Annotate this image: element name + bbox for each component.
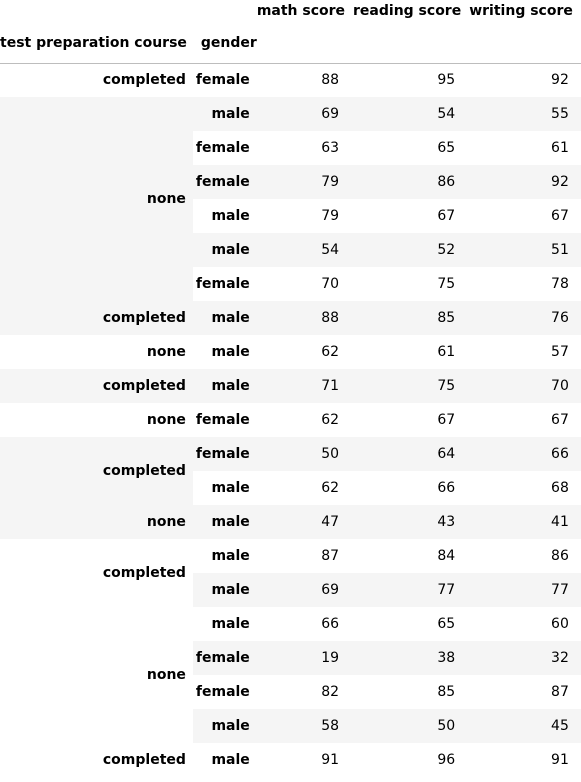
index-name-row <box>0 24 581 63</box>
math-score-cell: 79 <box>257 165 353 199</box>
math-score-cell: 82 <box>257 675 353 709</box>
math-score-cell: 50 <box>257 437 353 471</box>
writing-score-cell: 76 <box>469 301 581 335</box>
index-gender-cell: male <box>193 573 257 607</box>
reading-score-cell: 84 <box>353 539 469 573</box>
index-gender-cell: female <box>193 165 257 199</box>
reading-score-cell: 54 <box>353 97 469 131</box>
writing-score-cell: 61 <box>469 131 581 165</box>
writing-score-cell: 78 <box>469 267 581 301</box>
index-gender-cell: male <box>193 335 257 369</box>
writing-score-cell: 60 <box>469 607 581 641</box>
writing-score-cell: 45 <box>469 709 581 743</box>
table-row <box>0 97 581 131</box>
index-course-cell: none <box>0 607 193 743</box>
table-row <box>0 437 581 471</box>
table-row <box>0 301 581 335</box>
blank-header-cell <box>469 24 581 63</box>
reading-score-cell: 61 <box>353 335 469 369</box>
index-gender-cell: female <box>193 675 257 709</box>
index-gender-cell: female <box>193 131 257 165</box>
reading-score-cell: 85 <box>353 301 469 335</box>
table-row <box>0 539 581 573</box>
index-name-gender: gender <box>200 35 257 52</box>
reading-score-cell: 66 <box>353 471 469 505</box>
writing-score-cell: 77 <box>469 573 581 607</box>
math-score-cell: 79 <box>257 199 353 233</box>
table-row <box>0 63 581 97</box>
blank-header-cell <box>353 24 469 63</box>
reading-score-cell: 65 <box>353 131 469 165</box>
writing-score-cell: 87 <box>469 675 581 709</box>
writing-score-cell: 57 <box>469 335 581 369</box>
table-row <box>0 607 581 641</box>
math-score-cell: 69 <box>257 573 353 607</box>
writing-score-cell: 70 <box>469 369 581 403</box>
reading-score-cell: 38 <box>353 641 469 675</box>
table-header <box>0 0 581 63</box>
reading-score-cell: 86 <box>353 165 469 199</box>
writing-score-cell: 92 <box>469 63 581 97</box>
reading-score-cell: 85 <box>353 675 469 709</box>
index-gender-cell: female <box>193 267 257 301</box>
table-row <box>0 335 581 369</box>
blank-header-cell <box>257 24 353 63</box>
blank-header-cell <box>193 0 257 24</box>
column-header-math: math score <box>256 3 346 19</box>
writing-score-cell: 66 <box>469 437 581 471</box>
table-row <box>0 369 581 403</box>
math-score-cell: 66 <box>257 607 353 641</box>
reading-score-cell: 77 <box>353 573 469 607</box>
math-score-cell: 87 <box>257 539 353 573</box>
table-row <box>0 505 581 539</box>
index-gender-cell: female <box>193 403 257 437</box>
reading-score-cell: 52 <box>353 233 469 267</box>
index-gender-cell: male <box>193 301 257 335</box>
index-course-cell: completed <box>0 743 193 777</box>
writing-score-cell: 91 <box>469 743 581 777</box>
math-score-cell: 62 <box>257 335 353 369</box>
reading-score-cell: 75 <box>353 267 469 301</box>
writing-score-cell: 67 <box>469 403 581 437</box>
index-gender-cell: male <box>193 743 257 777</box>
math-score-cell: 62 <box>257 471 353 505</box>
reading-score-cell: 95 <box>353 63 469 97</box>
index-gender-cell: male <box>193 539 257 573</box>
math-score-cell: 69 <box>257 97 353 131</box>
math-score-cell: 71 <box>257 369 353 403</box>
table-row <box>0 743 581 777</box>
blank-header-cell <box>0 0 193 24</box>
math-score-cell: 88 <box>257 301 353 335</box>
writing-score-cell: 86 <box>469 539 581 573</box>
index-course-cell: completed <box>0 437 193 505</box>
index-name-course: test preparation course <box>0 35 187 52</box>
index-course-cell: none <box>0 97 193 301</box>
index-gender-cell: female <box>193 63 257 97</box>
writing-score-cell: 32 <box>469 641 581 675</box>
index-course-cell: completed <box>0 63 193 97</box>
math-score-cell: 88 <box>257 63 353 97</box>
math-score-cell: 47 <box>257 505 353 539</box>
table-row <box>0 403 581 437</box>
index-gender-cell: male <box>193 97 257 131</box>
reading-score-cell: 64 <box>353 437 469 471</box>
column-header-writing: writing score <box>469 3 573 19</box>
reading-score-cell: 67 <box>353 199 469 233</box>
writing-score-cell: 41 <box>469 505 581 539</box>
index-course-cell: completed <box>0 369 193 403</box>
math-score-cell: 54 <box>257 233 353 267</box>
writing-score-cell: 55 <box>469 97 581 131</box>
index-course-cell: completed <box>0 539 193 607</box>
reading-score-cell: 75 <box>353 369 469 403</box>
index-gender-cell: male <box>193 607 257 641</box>
math-score-cell: 62 <box>257 403 353 437</box>
index-gender-cell: male <box>193 233 257 267</box>
reading-score-cell: 43 <box>353 505 469 539</box>
index-gender-cell: male <box>193 471 257 505</box>
column-header-row <box>0 0 581 24</box>
index-gender-cell: female <box>193 437 257 471</box>
reading-score-cell: 67 <box>353 403 469 437</box>
index-gender-cell: male <box>193 199 257 233</box>
reading-score-cell: 65 <box>353 607 469 641</box>
writing-score-cell: 51 <box>469 233 581 267</box>
index-course-cell: none <box>0 505 193 539</box>
writing-score-cell: 92 <box>469 165 581 199</box>
table-body <box>0 63 581 777</box>
index-gender-cell: female <box>193 641 257 675</box>
index-course-cell: none <box>0 403 193 437</box>
index-course-cell: completed <box>0 301 193 335</box>
index-course-cell: none <box>0 335 193 369</box>
index-gender-cell: male <box>193 369 257 403</box>
math-score-cell: 63 <box>257 131 353 165</box>
math-score-cell: 58 <box>257 709 353 743</box>
math-score-cell: 91 <box>257 743 353 777</box>
math-score-cell: 70 <box>257 267 353 301</box>
index-gender-cell: male <box>193 709 257 743</box>
index-gender-cell: male <box>193 505 257 539</box>
writing-score-cell: 68 <box>469 471 581 505</box>
writing-score-cell: 67 <box>469 199 581 233</box>
reading-score-cell: 50 <box>353 709 469 743</box>
reading-score-cell: 96 <box>353 743 469 777</box>
math-score-cell: 19 <box>257 641 353 675</box>
column-header-reading: reading score <box>353 3 462 19</box>
